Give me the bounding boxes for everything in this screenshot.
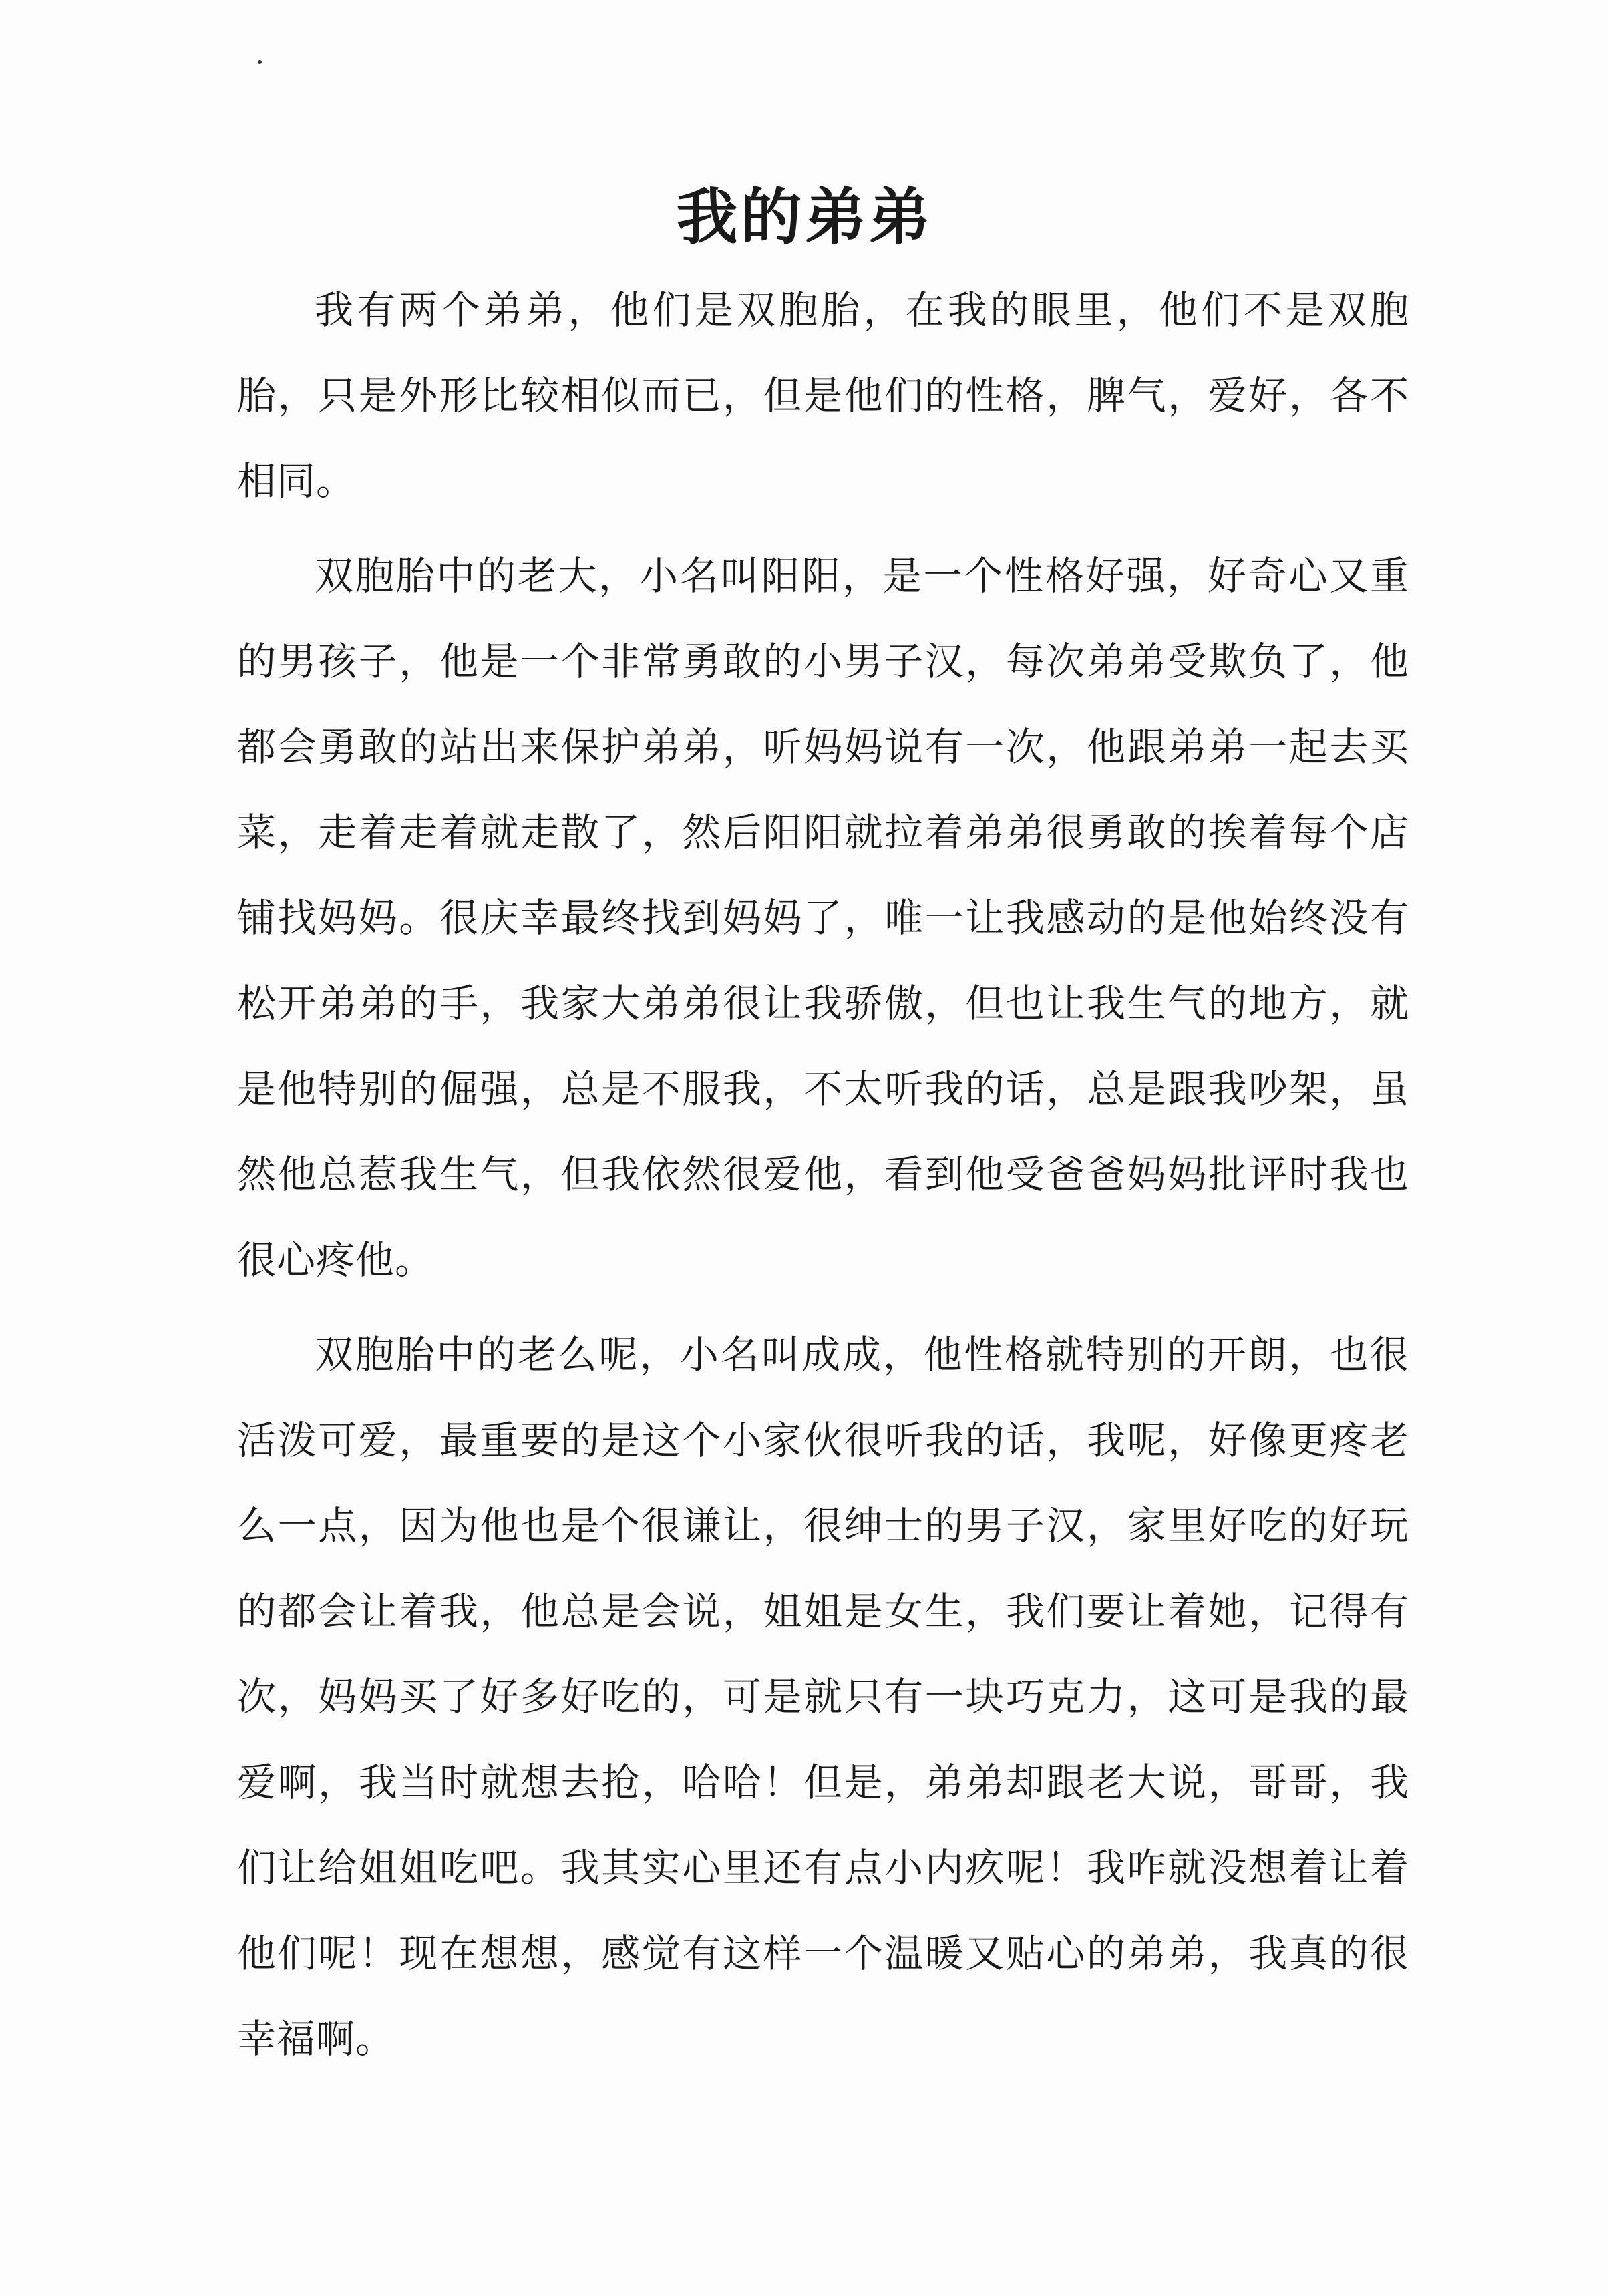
paragraph-younger-twin: 双胞胎中的老么呢，小名叫成成，他性格就特别的开朗，也很活泼可爱，最重要的是这个小家伙很听我的话，我呢，好像更疼老么一点，因为他也是个很谦让，很绅士的男子汉，家里好吃的好玩的都会让着我，他总是会说，姐姐是女生，我们要让着她，记得有次，妈妈买了好多好吃的，可是就只有一块巧克力，这可是我的最爱啊，我当时就想去抢，哈哈！但是，弟弟却跟老大说，哥哥，我们让给姐姐吃吧。我其实心里还有点小内疚呢！我咋就没想着让着他们呢！现在想想，感觉有这样一个温暖又贴心的弟弟，我真的很幸福啊。 xyxy=(237,1332,1409,2062)
essay-body xyxy=(237,267,1409,2091)
paragraph-intro: 我有两个弟弟，他们是双胞胎，在我的眼里，他们不是双胞胎，只是外形比较相似而已，但是他们的性格，脾气，爱好，各不相同。 xyxy=(237,287,1409,504)
paragraph-elder-twin: 双胞胎中的老大，小名叫阳阳，是一个性格好强，好奇心又重的男孩子，他是一个非常勇敢的小男子汉，每次弟弟受欺负了，他都会勇敢的站出来保护弟弟，听妈妈说有一次，他跟弟弟一起去买菜，走着走着就走散了，然后阳阳就拉着弟弟很勇敢的挨着每个店铺找妈妈。很庆幸最终找到妈妈了，唯一让我感动的是他始终没有松开弟弟的手，我家大弟弟很让我骄傲，但也让我生气的地方，就是他特别的倔强，总是不服我，不太听我的话，总是跟我吵架，虽然他总惹我生气，但我依然很爱他，看到他受爸爸妈妈批评时我也很心疼他。 xyxy=(237,553,1409,1283)
essay-title: 我的弟弟 xyxy=(676,181,933,253)
scan-speck xyxy=(258,60,262,64)
